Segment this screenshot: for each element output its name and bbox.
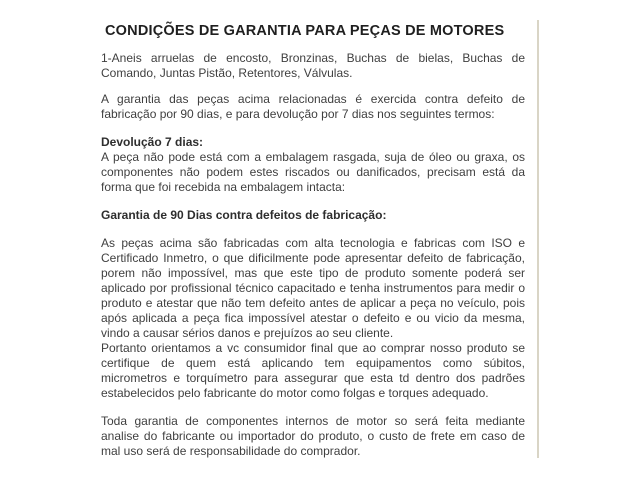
warranty-90-body-part-1: As peças acima são fabricadas com alta tecnologia e fabricas com ISO e Certificado Inmetro, o que dificilmente pode apresentar defeito de fabricação, porem não impossível, mas que este tipo de produto somente poderá ser aplicado por profissional técnico capacitado e tenha instrumentos para medir o produto e atestar que não tem defeito antes de aplicar a peça no veículo, pois após aplicada a peça fica impossível atestar o defeito e ou vicio da mesma, vindo a causar sérios danos e prejuízos ao seu cliente. [101,236,525,340]
return-policy-heading: Devolução 7 dias: [101,135,204,149]
warranty-90-heading: Garantia de 90 Dias contra defeitos de fabricação: [101,208,387,222]
section-return-policy [101,135,525,195]
warranty-90-body-part-2: Portanto orientamos a vc consumidor final que ao comprar nosso produto se certifique de quem está aplicando tem equipamentos como súbitos, micrometros e torquímetro para assegurar que esta td dentro dos padrões estabelecidos pelo fabricante do motor como folgas e torques adequado. [101,341,525,400]
paragraph-closing: Toda garantia de componentes internos de motor so será feita mediante analise do fabricante ou importador do produto, o custo de frete em caso de mal uso será de responsabilidade do comprador. [101,414,525,458]
content-right-border [537,20,539,458]
section-warranty-90-body [101,236,525,401]
return-policy-body: A peça não pode está com a embalagem rasgada, suja de óleo ou graxa, os componentes não podem estes riscados ou danificados, precisam está da forma que foi recebida na embalagem intacta: [101,150,525,194]
warranty-document [101,22,525,459]
document-title: CONDIÇÕES DE GARANTIA PARA PEÇAS DE MOTORES [105,23,505,39]
paragraph-warranty-terms: A garantia das peças acima relacionadas é exercida contra defeito de fabricação por 90 dias, e para devolução por 7 dias nos seguintes termos: [101,92,525,121]
paragraph-parts-list: 1-Aneis arruelas de encosto, Bronzinas, Buchas de bielas, Buchas de Comando, Juntas Pistão, Retentores, Válvulas. [101,51,525,80]
